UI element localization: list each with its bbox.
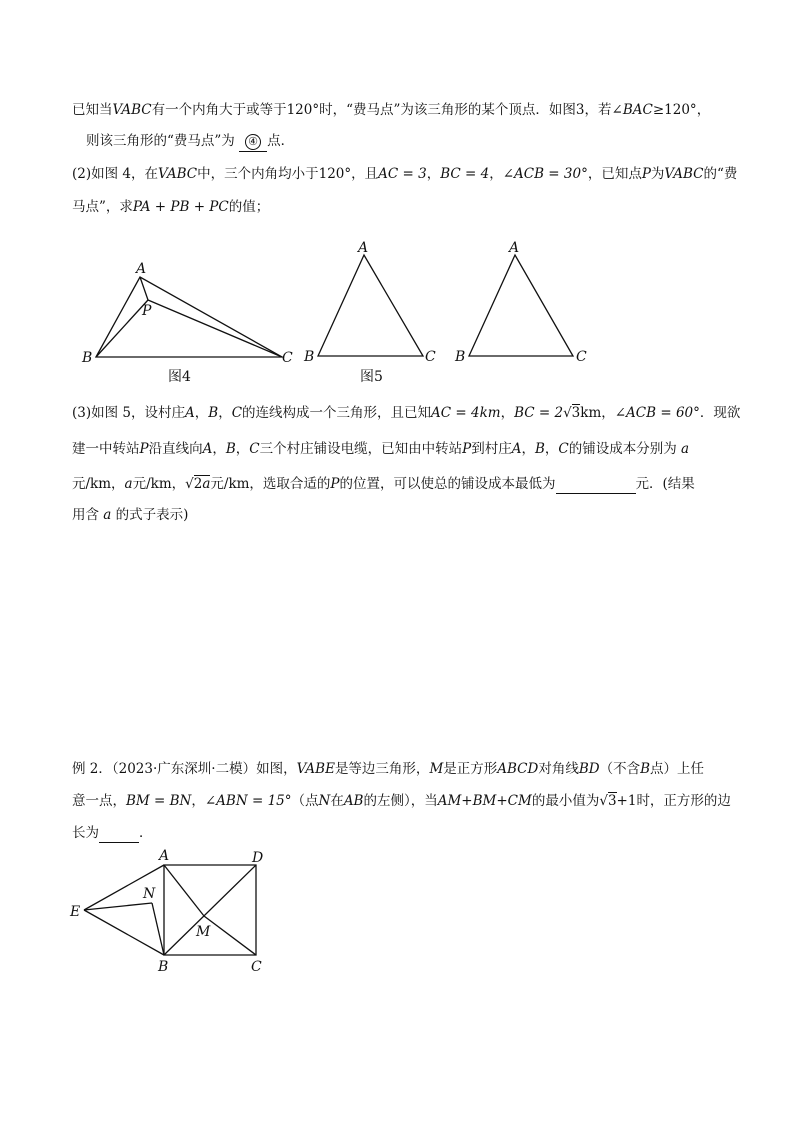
math-term: km — [580, 405, 602, 421]
circled-answer: ④ — [245, 134, 261, 150]
math-term: B — [534, 441, 545, 457]
math-term: P — [462, 441, 472, 457]
label-c: C — [282, 350, 293, 366]
label-b: B — [82, 350, 93, 366]
text: 为 — [650, 166, 665, 182]
sqrt-symbol: √ — [185, 476, 194, 492]
math-term: a — [202, 476, 211, 492]
text: 在 — [330, 793, 344, 809]
math-term: BC = 4 — [440, 166, 490, 182]
text: 则该三角形的“费马点”为 — [86, 133, 235, 149]
math-term: M — [429, 761, 444, 777]
math-term: A — [511, 441, 522, 457]
math-term: C — [249, 441, 260, 457]
label-b: B — [455, 349, 466, 365]
text: 已知当 — [72, 102, 113, 118]
text: 元/km， — [72, 476, 125, 492]
caption-fig5: 图5 — [360, 369, 383, 385]
label-a: A — [136, 261, 147, 277]
math-term: 3 — [607, 793, 617, 809]
text: 元/km， — [132, 476, 186, 492]
caption-fig4: 图4 — [168, 369, 191, 385]
label-m: M — [196, 924, 211, 940]
math-term: 120° — [318, 166, 352, 182]
math-term: B — [225, 441, 236, 457]
text: ．现欲 — [699, 405, 741, 421]
math-term: P — [330, 476, 340, 492]
text: 是等边三角形， — [334, 761, 430, 777]
text: ，且 — [351, 166, 379, 182]
text: 用含 — [72, 507, 99, 523]
text: 的“费 — [703, 166, 738, 182]
math-term: 120° — [664, 102, 697, 118]
text: 是正方形 — [443, 761, 498, 777]
label-a: A — [159, 848, 170, 864]
math-term: ∠BAC — [611, 102, 653, 118]
math-term: BC = 2 — [514, 405, 564, 421]
math-term: AC = 3 — [378, 166, 427, 182]
text: 点． — [267, 133, 295, 149]
example-2-line-2: 意一点，BM = BN，∠ABN = 15°（点N在AB的左侧），当AM+BM+CM的最小值为√3+1时，正方形的边 — [72, 793, 731, 809]
label-c: C — [576, 349, 587, 365]
math-term: ∠ABN = 15° — [204, 793, 292, 809]
math-term: VABC — [158, 166, 198, 182]
math-term: ABCD — [497, 761, 539, 777]
math-term: AC = 4km — [431, 405, 501, 421]
text: 长为 — [72, 825, 99, 841]
math-term: N — [318, 793, 331, 809]
label-c: C — [251, 959, 262, 975]
text: 的值； — [228, 199, 270, 215]
math-term: ∠ACB = 60° — [614, 405, 700, 421]
label-e: E — [70, 904, 81, 920]
text: (3)如图 5，设村庄 — [72, 405, 186, 421]
math-term: AM+BM+CM — [437, 793, 532, 809]
text: 意一点， — [72, 793, 126, 809]
math-term: A — [185, 405, 195, 421]
text: ． — [139, 825, 153, 841]
label-n: N — [143, 886, 156, 902]
text: 的铺设成本分别为 — [568, 441, 677, 457]
text: 建一中转站 — [72, 441, 140, 457]
text: 三个村庄铺设电缆，已知由中转站 — [259, 441, 463, 457]
segment-eb — [84, 910, 164, 955]
math-term: P — [139, 441, 149, 457]
label-b: B — [304, 349, 315, 365]
text: （点 — [291, 793, 319, 809]
label-p: P — [142, 303, 152, 319]
text: ， — [696, 102, 711, 118]
text: ，已知点 — [587, 166, 642, 182]
text: 元/km，选取合适的 — [210, 476, 331, 492]
math-term: C — [231, 405, 243, 421]
text: 的位置，可以使总的铺设成本最低为 — [339, 476, 556, 492]
label-a: A — [358, 240, 369, 256]
math-term: AB — [343, 793, 364, 809]
text: 的连线构成一个三角形，且已知 — [242, 405, 432, 421]
math-term: ∠ACB = 30° — [502, 166, 588, 182]
text: 例 2．（2023·广东深圳·二模）如图， — [72, 761, 297, 777]
segment-nb — [152, 903, 164, 955]
segment-cm — [204, 916, 256, 955]
math-term: a — [103, 507, 112, 523]
math-term: A — [202, 441, 213, 457]
text: 点）上任 — [650, 761, 705, 777]
text: 对角线 — [538, 761, 579, 777]
math-term: BD — [578, 761, 600, 777]
math-term: PA + PB + PC — [132, 199, 229, 215]
math-term: BM = BN — [126, 793, 192, 809]
math-term: 120° — [286, 102, 320, 118]
label-b: B — [158, 959, 169, 975]
text: 的式子表示) — [115, 507, 189, 523]
text: 有一个内角大于或等于 — [151, 102, 287, 118]
math-term: a — [124, 476, 133, 492]
math-term: a — [681, 441, 690, 457]
math-term: VABC — [664, 166, 704, 182]
text: (2)如图 4，在 — [72, 166, 159, 182]
text: 的左侧），当 — [363, 793, 438, 809]
diagonal-bd — [164, 865, 256, 955]
text: 时，正方形的边 — [636, 793, 731, 809]
math-term: VABC — [112, 102, 152, 118]
text: 元．(结果 — [635, 476, 695, 492]
text: 到村庄 — [471, 441, 512, 457]
text: 沿直线向 — [148, 441, 203, 457]
text: （不含 — [599, 761, 641, 777]
question-3-line-1: (3)如图 5，设村庄A，B，C的连线构成一个三角形，且已知AC = 4km，BC = 2√3km，∠ACB = 60°．现欲 — [72, 405, 741, 421]
math-term: 2 — [193, 476, 203, 492]
math-term: B — [208, 405, 219, 421]
sqrt-symbol: √ — [599, 793, 608, 809]
math-term: VABE — [296, 761, 335, 777]
question-2-line-1: (2)如图 4，在VABC中，三个内角均小于120°，且AC = 3，BC = 4，∠ACB = 30°，已知点P为VABC的“费 — [72, 166, 738, 182]
math-term: 3 — [571, 405, 581, 421]
math-term: P — [641, 166, 651, 182]
segment-am — [164, 865, 204, 916]
math-term: +1 — [616, 793, 637, 809]
math-term: ≥ — [652, 102, 665, 118]
math-term: B — [640, 761, 651, 777]
math-term: C — [558, 441, 569, 457]
label-a: A — [509, 240, 520, 256]
text: 的最小值为 — [531, 793, 600, 809]
question-3-line-2: 建一中转站P沿直线向A，B，C三个村庄铺设电缆，已知由中转站P到村庄A，B，C的铺设成本分别为 a — [72, 441, 690, 457]
sqrt-symbol: √ — [563, 405, 572, 421]
text: 马点”，求 — [72, 199, 133, 215]
label-c: C — [425, 349, 436, 365]
text: 时，“费马点”为该三角形的某个顶点．如图3，若 — [319, 102, 612, 118]
text: 中，三个内角均小于 — [197, 166, 319, 182]
label-d: D — [252, 850, 264, 866]
